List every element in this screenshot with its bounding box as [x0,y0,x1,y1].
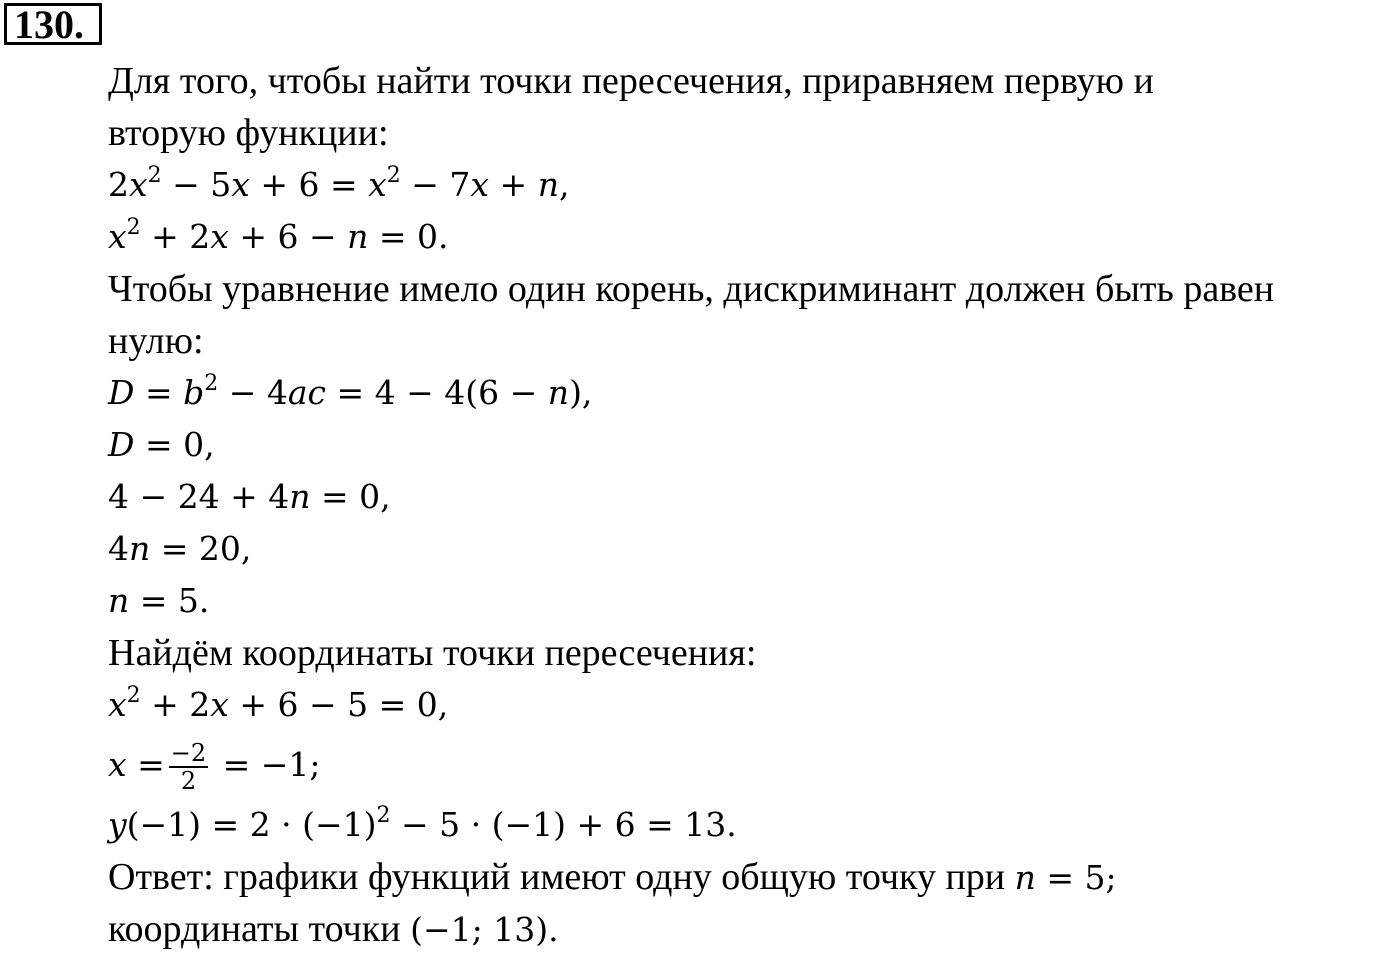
fraction [169,740,208,794]
equation-line-fraction: x = $\frac{-2}{2}$ = −1; [108,739,321,795]
text-line: вторую функции: [108,112,389,154]
equation-line: 4n = 20, [108,529,252,568]
fraction-result: = −1; [212,745,321,784]
answer-text: координаты точки [108,908,411,950]
fraction-numerator: −2 [170,739,207,767]
text-line: нулю: [108,320,204,362]
problem-number: 130. [4,3,102,45]
equation-line: 4 − 24 + 4n = 0, [108,477,391,516]
text-line: Найдём координаты точки пересечения: [108,632,757,674]
answer-line: Ответ: графики функций имеют одну общую точку при n = 5; [108,856,1117,898]
answer-text: Ответ: графики функций имеют одну общую точку при [108,856,1015,898]
fraction-denominator: 2 [180,767,197,795]
equation-line: $D = b^2 - 4ac = 4 - 4(6 - n)$, [108,371,593,412]
equation-line: n = 5. [108,581,210,620]
text-line: Чтобы уравнение имело один корень, дискриминант должен быть равен [108,268,1275,310]
answer-line [108,903,1400,955]
equation-line: $x^2 + 2x + 6 - 5 = 0$, [108,683,449,724]
solution-text [108,55,1400,955]
answer-point: (−1; 13). [410,910,559,949]
equation-line: D = 0, [108,425,215,464]
text-line: Для того, чтобы найти точки пересечения, приравняем первую и [108,60,1154,102]
equation-line: $x^2 + 2x + 6 - n = 0$. [108,215,449,256]
equation-line: $2x^2 - 5x + 6 = x^2 - 7x + n$, [108,163,570,204]
equation-line: $y(-1) = 2 \cdot (-1)^2 - 5 \cdot (-1) + 6 = 13$. [108,803,737,844]
